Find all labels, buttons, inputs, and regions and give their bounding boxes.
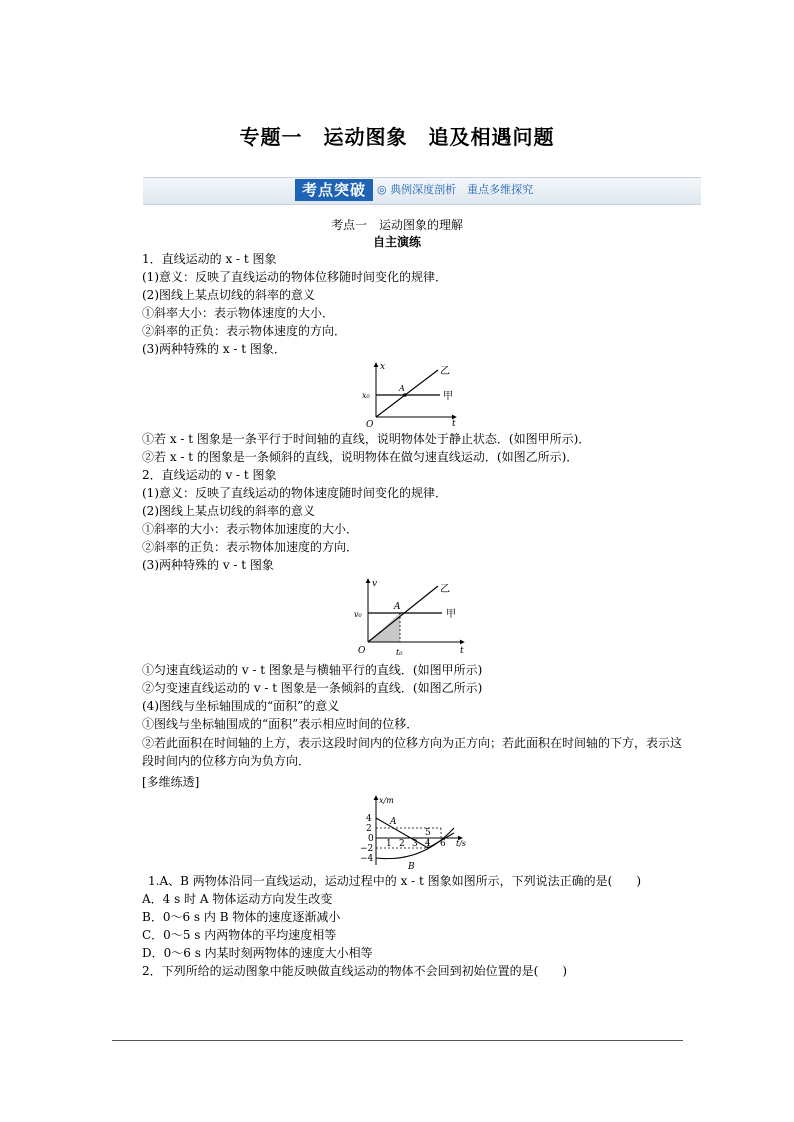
origin-label: O	[358, 646, 366, 656]
text-line: ①若 x - t 图象是一条平行于时间轴的直线，说明物体处于静止状态．(如图甲所示)．	[142, 432, 591, 446]
option-b: B．0～6 s 内 B 物体的速度逐渐减小	[142, 910, 341, 924]
vt-graph-svg	[350, 576, 480, 658]
text-line: ②斜率的正负：表示物体加速度的方向．	[142, 540, 359, 554]
origin-label: O	[366, 420, 374, 430]
line-flat-label: 甲	[446, 609, 456, 620]
text-line: ②若 x - t 的图象是一条倾斜的直线，说明物体在做匀速直线运动．(如图乙所示)．	[142, 450, 579, 464]
section-heading: 考点一 运动图象的理解	[330, 218, 463, 232]
point-label: A	[399, 384, 405, 393]
y-tick: 2	[366, 824, 372, 834]
option-c: C．0～5 s 内两物体的平均速度相等	[142, 928, 337, 942]
text-line: ①匀速直线运动的 v - t 图象是与横轴平行的直线．(如图甲所示)	[142, 663, 483, 677]
section-banner	[143, 177, 701, 203]
y-axis-label: x	[380, 362, 386, 372]
x-axis-label: t	[460, 646, 464, 656]
line-b-label: B	[408, 862, 415, 871]
origin-label: 0	[368, 834, 374, 844]
xt-graph	[360, 360, 470, 434]
x-tick: 1	[386, 839, 392, 849]
text-line: 1．直线运动的 x - t 图象	[142, 252, 277, 266]
x-tick: 2	[399, 839, 405, 849]
y-tick: 4	[366, 814, 372, 824]
ab-xt-graph-svg	[352, 793, 482, 871]
text-line: ①图线与坐标轴围成的“面积”表示相应时间的位移．	[142, 717, 419, 731]
point-label: A	[394, 602, 401, 612]
y-axis-label: x/m	[379, 796, 394, 805]
text-line: ②匀变速直线运动的 v - t 图象是一条倾斜的直线．(如图乙所示)	[142, 681, 483, 695]
text-line: (1)意义：反映了直线运动的物体速度随时间变化的规律．	[142, 486, 448, 500]
x-tick: 4	[425, 839, 431, 849]
intersection-point	[403, 393, 407, 397]
text-line: ①斜率大小：表示物体速度的大小．	[142, 306, 335, 320]
banner-subtitle: ◎ 典例深度剖析 重点多维探究	[377, 183, 534, 196]
text-line: ②斜率的正负：表示物体速度的方向．	[142, 324, 347, 338]
page-title: 专题一 运动图象 追及相遇问题	[239, 125, 555, 149]
line-flat-label: 甲	[443, 391, 453, 402]
text-paragraph: ②若此面积在时间轴的上方，表示这段时间内的位移方向为正方向；若此面积在时间轴的下方，表示这段时间内的位移方向为负方向．	[142, 736, 683, 768]
x0-label: x₀	[362, 391, 370, 400]
text-line: (1)意义：反映了直线运动的物体位移随时间变化的规律．	[142, 270, 448, 284]
x-tick: 5	[425, 828, 431, 838]
option-d: D．0～6 s 内某时刻两物体的速度大小相等	[142, 946, 373, 960]
y-tick: −2	[360, 844, 374, 854]
xt-graph-svg	[360, 360, 470, 430]
v0-label: v₀	[354, 610, 362, 619]
footer-rule	[112, 1040, 683, 1041]
x-tick: 6	[440, 839, 446, 849]
text-line: ①斜率的大小：表示物体加速度的大小．	[142, 522, 359, 536]
y-tick: −4	[360, 854, 374, 864]
question-1: 1.A、B 两物体沿同一直线运动，运动过程中的 x - t 图象如图所示，下列说法正确的是( )	[148, 874, 642, 888]
text-line: (3)两种特殊的 x - t 图象．	[142, 342, 286, 356]
text-line: (2)图线上某点切线的斜率的意义	[142, 288, 315, 302]
ab-xt-graph	[352, 793, 482, 875]
line-a-label: A	[390, 817, 397, 827]
x-tick: 3	[412, 839, 418, 849]
question-2: 2．下列所给的运动图象中能反映做直线运动的物体不会回到初始位置的是( )	[142, 964, 568, 978]
text-line: (3)两种特殊的 v - t 图象	[142, 558, 274, 572]
banner-badge: 考点突破	[295, 179, 373, 201]
vt-graph	[350, 576, 480, 662]
text-line: (4)图线与坐标轴围成的“面积”的意义	[142, 699, 340, 713]
subsection-heading: 自主演练	[372, 235, 421, 249]
text-line: (2)图线上某点切线的斜率的意义	[142, 504, 315, 518]
option-a: A．4 s 时 A 物体运动方向发生改变	[142, 892, 333, 906]
line-slope-label: 乙	[440, 584, 450, 595]
t0-label: t₀	[396, 648, 403, 657]
text-line: [多维练透]	[142, 775, 200, 789]
sloped-line	[368, 586, 438, 642]
x-axis-label: t	[452, 419, 456, 429]
sloped-line	[376, 370, 438, 417]
y-axis-label: v	[372, 579, 378, 589]
line-slope-label: 乙	[440, 366, 450, 377]
text-line: 2．直线运动的 v - t 图象	[142, 468, 277, 482]
x-axis-label: t/s	[456, 839, 467, 848]
